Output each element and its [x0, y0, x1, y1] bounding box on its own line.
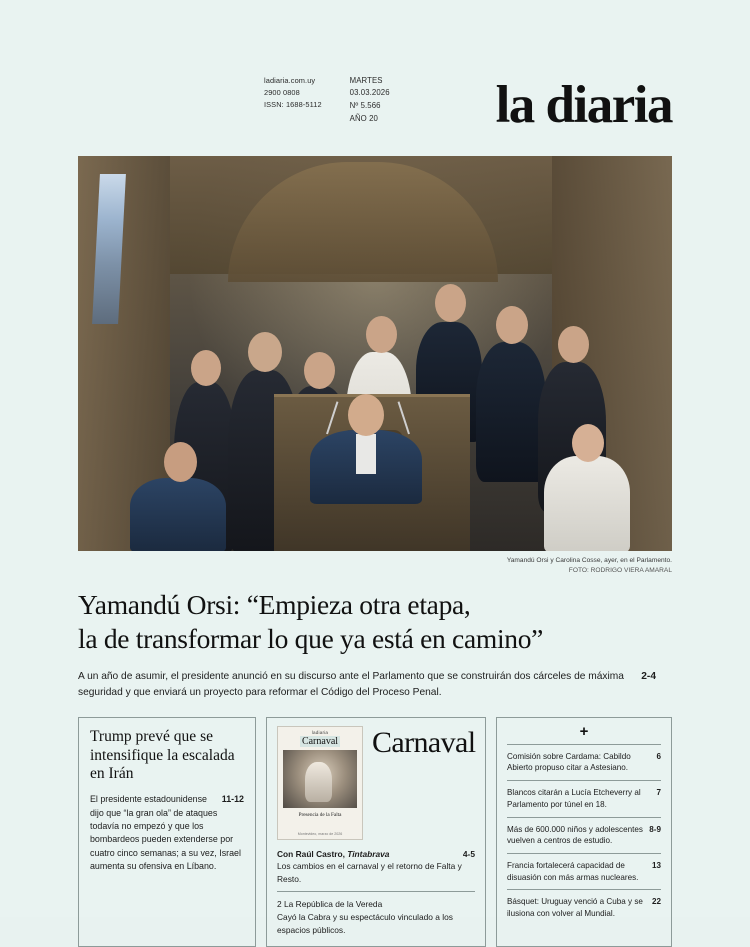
brief-item[interactable]	[507, 889, 661, 925]
brief-text: Francia fortalecerá capacidad de disuasión con más armas nucleares.	[507, 861, 639, 882]
brief-item[interactable]	[507, 780, 661, 816]
box-left-body	[90, 793, 244, 873]
divider	[277, 891, 475, 892]
carnaval-item-1-lead-italic: Tintabrava	[347, 848, 390, 859]
cover-logo-text: Carnaval	[301, 735, 339, 747]
date-issue: Nº 5.566	[349, 101, 381, 111]
cover-kicker: ladiaria	[311, 729, 329, 735]
brief-text: Comisión sobre Cardama: Cabildo Abierto propuso citar a Astesiano.	[507, 751, 631, 773]
lead-pages: 2-4	[641, 670, 656, 682]
bottom-section	[78, 717, 672, 947]
lead-headline-line1: Yamandú Orsi: “Empieza otra etapa,	[78, 588, 471, 620]
photo-caption	[78, 556, 672, 576]
brief-pages: 13	[651, 861, 661, 870]
photo-figure-head	[558, 326, 589, 363]
brief-pages: 8-9	[649, 824, 661, 834]
masthead-left	[264, 75, 390, 132]
brief-text: Básquet: Uruguay venció a Cuba y se ilusiona con volver al Mundial.	[507, 897, 643, 919]
imprint-block	[264, 75, 322, 112]
photo-figure-head	[435, 284, 466, 322]
brief-pages: 7	[656, 788, 661, 798]
date-year: AÑO 20	[349, 114, 378, 124]
story-box-carnaval[interactable]	[266, 717, 486, 947]
photo-speaker-shirt	[356, 434, 376, 474]
cover-photo	[283, 750, 357, 808]
photo-figure-head	[304, 352, 335, 389]
imprint-site: ladiaria.com.uy	[264, 75, 316, 85]
box-left-body-text: El presidente estadounidense dijo que “la gran ola” de ataques todavía no empezó y que los bombardeos pueden extenderse por cuatro cinco semanas; a su vez, Israel aumenta su ofensiva en Líbano.	[90, 794, 241, 872]
imprint-issn: ISSN: 1688-5112	[264, 100, 322, 109]
carnaval-item-1[interactable]	[277, 848, 475, 886]
carnaval-item-1-lead: Con Raúl Castro,	[277, 848, 345, 859]
brief-item[interactable]	[507, 817, 661, 853]
photo-figure-head	[366, 316, 397, 353]
lead-standfirst-text: A un año de asumir, el presidente anunció en su discurso ante el Parlamento que se construirán dos cárceles de máxima seguridad y que enviará un proyecto para reformar el Código del Proceso Penal.	[78, 670, 624, 698]
photo-credit: FOTO: RODRIGO VIERA AMARAL	[568, 566, 672, 574]
hero-photo	[78, 156, 672, 551]
carnaval-item-2-body: Cayó la Cabra y su espectáculo vinculado a los espacios públicos.	[277, 912, 453, 935]
supplement-cover[interactable]	[277, 726, 363, 840]
briefs-box	[496, 717, 672, 947]
date-weekday: MARTES	[349, 75, 383, 85]
brief-pages: 22	[651, 897, 661, 907]
story-box-trump[interactable]	[78, 717, 256, 947]
carnaval-item-2[interactable]	[277, 898, 475, 936]
brief-item[interactable]	[507, 744, 661, 780]
photo-figure-head	[248, 332, 282, 372]
date-block	[350, 75, 390, 126]
carnaval-item-1-pages: 4-5	[462, 848, 475, 859]
brief-item[interactable]	[507, 853, 661, 889]
carnaval-header	[277, 726, 475, 840]
lead-headline[interactable]	[78, 588, 672, 656]
brief-text: Blancos citarán a Lucía Etcheverry al Parlamento por túnel en 18.	[507, 788, 641, 809]
imprint-phone: 2900 0808	[264, 87, 300, 97]
date-date: 03.03.2026	[349, 88, 390, 98]
lead-standfirst	[78, 669, 656, 701]
photo-figure-head	[164, 442, 197, 482]
photo-caption-text: Yamandú Orsi y Carolina Cosse, ayer, en el Parlamento.	[506, 557, 672, 564]
carnaval-item-2-title: La República de la Vereda	[284, 899, 383, 910]
box-left-pages: 11-12	[221, 794, 244, 805]
cover-footer: Montevideo, marzo de 2026	[297, 831, 343, 836]
carnaval-item-1-body: Los cambios en el carnaval y el retorno de Falta y Resto.	[277, 861, 462, 884]
brief-text: Más de 600.000 niños y adolescentes vuelven a centros de estudio.	[507, 824, 643, 846]
photo-figure-seated-man	[130, 478, 226, 551]
lead-headline-line2: la de transformar lo que ya está en camino”	[78, 622, 544, 654]
carnaval-item-2-pages: 2	[277, 899, 282, 910]
photo-figure-head	[191, 350, 221, 386]
photo-speaker-head	[348, 394, 384, 436]
photo-figure-head	[496, 306, 528, 344]
cover-logo	[278, 736, 362, 747]
newspaper-logo: la diaria	[495, 76, 672, 135]
box-left-headline: Trump prevé que se intensifique la escalada en Irán	[90, 727, 235, 783]
plus-icon: +	[579, 722, 589, 740]
cover-title: Presencia de la Falta	[298, 811, 342, 818]
photo-figure-officer	[476, 342, 546, 482]
photo-figure-head	[572, 424, 604, 462]
masthead	[78, 0, 672, 135]
carnaval-wordmark: Carnaval	[372, 725, 476, 759]
photo-figure-seated-woman	[544, 456, 630, 551]
brief-pages: 6	[656, 751, 661, 761]
